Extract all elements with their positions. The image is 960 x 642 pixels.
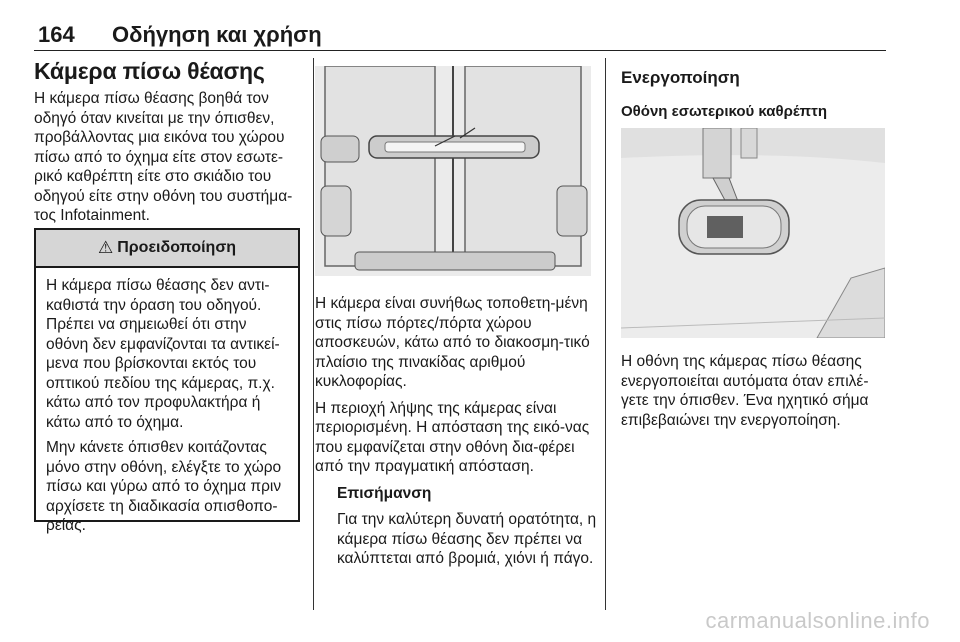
interior-mirror-illustration	[621, 128, 885, 338]
watermark: carmanualsonline.info	[705, 608, 930, 633]
warning-paragraph-2: Μην κάνετε όπισθεν κοιτάζοντας μόνο στην οθόνη, ελέγξτε το χώρο πίσω και γύρω από το όχημα πριν αρχίσετε τη διαδικασία οπισθοπο-ρείας.	[46, 439, 282, 534]
section-title: Κάμερα πίσω θέασης	[34, 58, 265, 84]
activation-heading: Ενεργοποίηση	[621, 68, 740, 87]
van-rear-illustration	[315, 66, 591, 276]
camera-range-paragraph: Η περιοχή λήψης της κάμερας είναι περιορισμένη. Η απόσταση της εικό-νας που εμφανίζεται στην οθόνη δια-φέρει από την πραγματική απόσταση.	[315, 399, 590, 475]
activation-paragraph: Η οθόνη της κάμερας πίσω θέασης ενεργοποιείται αυτόματα όταν επιλέ-γετε την όπισθεν. Ένα ηχητικό σήμα επιβεβαιώνει την ενεργοποίηση.	[621, 353, 869, 429]
warning-box	[34, 228, 300, 534]
camera-location-paragraph: Η κάμερα είναι συνήθως τοποθετη-μένη στις πίσω πόρτες/πόρτα χώρου αποσκευών, κάτω από το διακοσμη-τικό πλαίσιο της πινακίδας αριθμού κυκλοφορίας.	[315, 295, 590, 390]
warning-header	[36, 230, 298, 268]
middle-column	[315, 294, 600, 576]
note-block	[315, 484, 600, 569]
chapter-title: Οδήγηση και χρήση	[112, 22, 322, 47]
page-header	[34, 20, 886, 51]
note-title: Επισήμανση	[337, 484, 432, 502]
warning-heading: Προειδοποίηση	[117, 239, 237, 256]
column-divider-1	[313, 58, 314, 610]
column-divider-2	[605, 58, 606, 610]
left-column	[34, 58, 302, 226]
right-column-text	[621, 352, 891, 430]
right-column	[621, 58, 889, 120]
intro-paragraph: Η κάμερα πίσω θέασης βοηθά τον οδηγό όταν κινείται με την όπισθεν, προβάλλοντας μια εικόνα του χώρου πίσω από το όχημα είτε στον εσωτε-ρικό καθρέπτη είτε στο σκιάδιο του οδηγού είτε στην οθόνη του συστήμα-τος Infotainment.	[34, 90, 293, 224]
note-text: Για την καλύτερη δυνατή ορατότητα, η κάμερα πίσω θέασης δεν πρέπει να καλύπτεται από βρομιά, χιόνι ή πάγο.	[337, 511, 597, 567]
warning-body	[36, 268, 298, 536]
warning-triangle-icon: ⚠	[97, 238, 114, 257]
warning-paragraph-1: Η κάμερα πίσω θέασης δεν αντι-καθιστά την όραση του οδηγού. Πρέπει να σημειωθεί ότι στην οθόνη δεν εμφανίζονται τα αντικεί-μενα που βρίσκονται εκτός του οπτικού πεδίου της κάμερας, π.χ. κάτω από τον προφυλακτήρα ή κάτω από το όχημα.	[46, 277, 280, 431]
page-number: 164	[38, 22, 75, 47]
mirror-display-subheading: Οθόνη εσωτερικού καθρέπτη	[621, 103, 828, 120]
